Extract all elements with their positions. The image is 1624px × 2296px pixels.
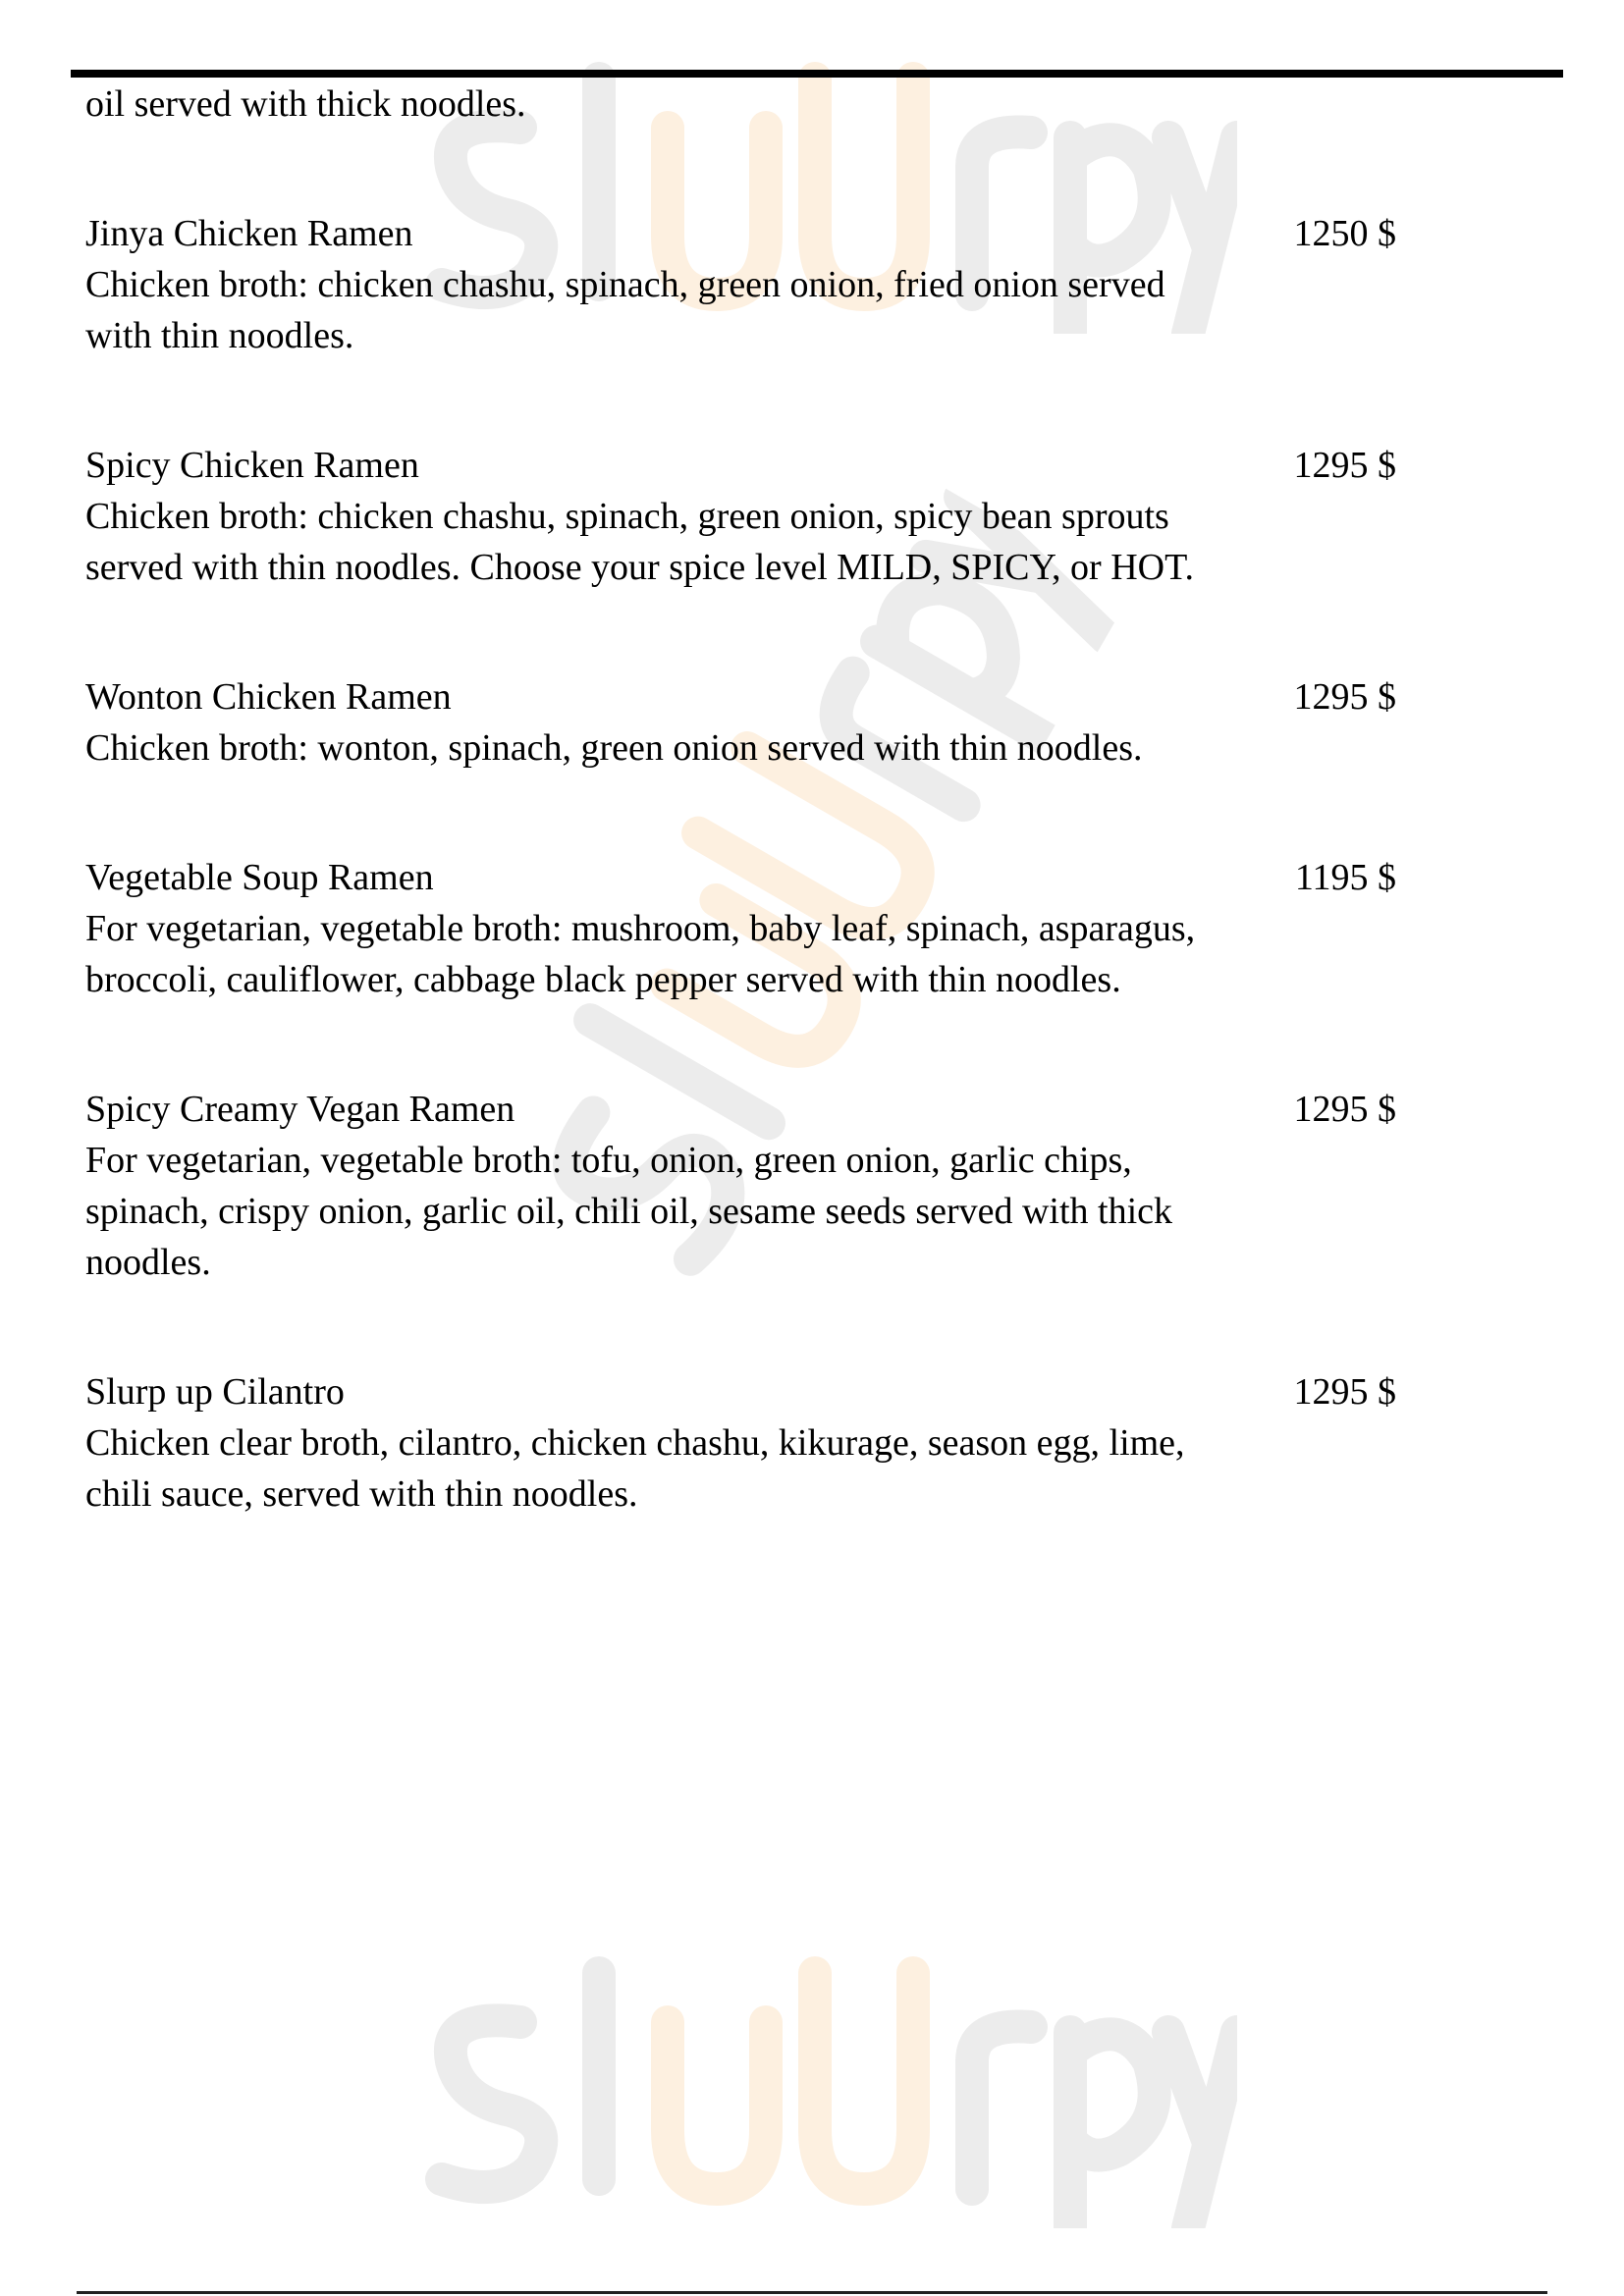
item-name: Slurp up Cilantro (85, 1371, 345, 1413)
menu-item (85, 671, 1519, 774)
item-description: Chicken broth: wonton, spinach, green onion served with thin noodles. (85, 727, 1143, 769)
item-description: For vegetarian, vegetable broth: tofu, onion, green onion, garlic chips, spinach, crispy onion, garlic oil, chili oil, sesame seeds served with thick noodles. (85, 1140, 1173, 1283)
item-name: Vegetable Soup Ramen (85, 857, 434, 898)
item-name: Spicy Chicken Ramen (85, 445, 419, 486)
item-price: 1295 $ (1293, 1089, 1396, 1130)
item-name: Spicy Creamy Vegan Ramen (85, 1089, 515, 1130)
menu-item (85, 852, 1519, 1005)
item-description: For vegetarian, vegetable broth: mushroom, baby leaf, spinach, asparagus, broccoli, cauliflower, cabbage black pepper served with thin noodles. (85, 908, 1196, 1000)
item-description: Chicken clear broth, cilantro, chicken chashu, kikurage, season egg, lime, chili sauce, served with thin noodles. (85, 1422, 1185, 1515)
item-price: 1295 $ (1293, 676, 1396, 718)
item-name: Wonton Chicken Ramen (85, 676, 452, 718)
menu-item (85, 1084, 1519, 1288)
item-description: Chicken broth: chicken chashu, spinach, green onion, fried onion served with thin noodles. (85, 264, 1165, 356)
continued-description: oil served with thick noodles. (85, 83, 526, 125)
menu-item (85, 1366, 1519, 1520)
watermark-logo (412, 1953, 1237, 2228)
item-name: Jinya Chicken Ramen (85, 213, 413, 254)
menu-item (85, 440, 1519, 593)
item-price: 1295 $ (1293, 1371, 1396, 1413)
top-divider (71, 70, 1563, 78)
bottom-divider (77, 2291, 1547, 2294)
item-price: 1195 $ (1294, 857, 1396, 898)
item-description: Chicken broth: chicken chashu, spinach, green onion, spicy bean sprouts served with thin noodles. Choose your spice level MILD, SPICY, or HOT. (85, 496, 1194, 588)
menu-item (85, 208, 1519, 361)
item-price: 1250 $ (1293, 213, 1396, 254)
menu-list (85, 79, 1519, 1520)
item-price: 1295 $ (1293, 445, 1396, 486)
